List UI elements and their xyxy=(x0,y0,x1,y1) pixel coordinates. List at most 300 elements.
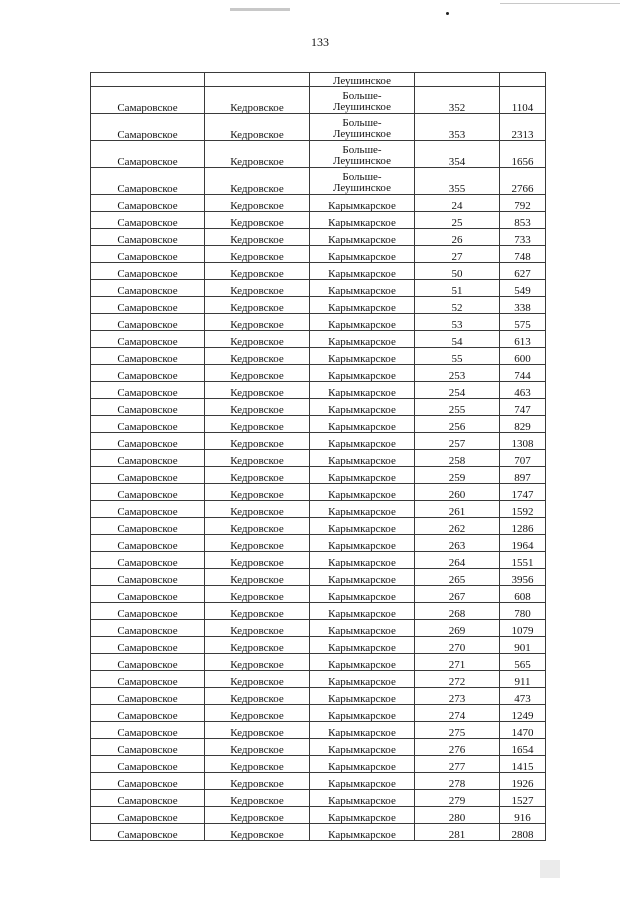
table-cell-c5: 1592 xyxy=(500,501,546,518)
scan-smudge-bottom-right xyxy=(540,860,560,878)
table-cell-c1: Самаровское xyxy=(91,114,205,141)
table-cell-c5: 1079 xyxy=(500,620,546,637)
table-cell-c4: 52 xyxy=(415,297,500,314)
table-cell-c4: 258 xyxy=(415,450,500,467)
table-cell-c2: Кедровское xyxy=(205,399,310,416)
table-cell-c2: Кедровское xyxy=(205,739,310,756)
table-cell-c2: Кедровское xyxy=(205,501,310,518)
table-cell-c5: 549 xyxy=(500,280,546,297)
table-cell-c2 xyxy=(205,73,310,87)
table-cell-line: Карымкарское xyxy=(328,744,396,756)
table-cell-c1: Самаровское xyxy=(91,399,205,416)
table-cell-c1: Самаровское xyxy=(91,348,205,365)
table-cell-c4: 262 xyxy=(415,518,500,535)
table-cell-c3 xyxy=(310,348,415,365)
table-cell-c1: Самаровское xyxy=(91,586,205,603)
table-cell-line: Леушинское xyxy=(333,128,391,140)
table-cell-c5: 575 xyxy=(500,314,546,331)
table-cell-c4: 274 xyxy=(415,705,500,722)
table-cell-c2: Кедровское xyxy=(205,620,310,637)
table-cell-c2: Кедровское xyxy=(205,416,310,433)
table-cell-c3 xyxy=(310,637,415,654)
table-cell-c4: 355 xyxy=(415,168,500,195)
table-cell-c2: Кедровское xyxy=(205,807,310,824)
table-cell-c3 xyxy=(310,739,415,756)
table-cell-line: Леушинское xyxy=(333,75,391,87)
table-cell-c3 xyxy=(310,484,415,501)
table-cell-c2: Кедровское xyxy=(205,141,310,168)
table-cell-c2: Кедровское xyxy=(205,87,310,114)
table-cell-c5: 748 xyxy=(500,246,546,263)
table-cell-c4: 259 xyxy=(415,467,500,484)
table-cell-c3 xyxy=(310,433,415,450)
table-cell-c4: 279 xyxy=(415,790,500,807)
table-cell-c3 xyxy=(310,331,415,348)
table-cell-c1: Самаровское xyxy=(91,654,205,671)
table-cell-c1: Самаровское xyxy=(91,756,205,773)
table-row xyxy=(91,603,546,620)
table-cell-c4: 264 xyxy=(415,552,500,569)
table-cell-line: Карымкарское xyxy=(328,829,396,841)
table-cell-c3 xyxy=(310,416,415,433)
table-cell-c5 xyxy=(500,73,546,87)
table-cell-c5: 565 xyxy=(500,654,546,671)
table-cell-c2: Кедровское xyxy=(205,790,310,807)
table-cell-c3 xyxy=(310,722,415,739)
table-cell-c3 xyxy=(310,535,415,552)
table-row xyxy=(91,73,546,87)
page-number: 133 xyxy=(311,35,329,49)
table-cell-c3 xyxy=(310,195,415,212)
table-cell-c4: 354 xyxy=(415,141,500,168)
table-cell-c2: Кедровское xyxy=(205,114,310,141)
table-cell-line: Карымкарское xyxy=(328,336,396,348)
table-cell-c3 xyxy=(310,314,415,331)
table-cell-c3 xyxy=(310,114,415,141)
table-cell-c3 xyxy=(310,280,415,297)
table-cell-c5: 792 xyxy=(500,195,546,212)
table-cell-c4: 256 xyxy=(415,416,500,433)
table-cell-line: Карымкарское xyxy=(328,608,396,620)
table-cell-c1: Самаровское xyxy=(91,450,205,467)
table-cell-c3 xyxy=(310,654,415,671)
table-cell-c5: 707 xyxy=(500,450,546,467)
table-row xyxy=(91,450,546,467)
table-row xyxy=(91,399,546,416)
table-cell-c5: 1964 xyxy=(500,535,546,552)
table-cell-c2: Кедровское xyxy=(205,484,310,501)
table-cell-c4: 24 xyxy=(415,195,500,212)
table-cell-line: Карымкарское xyxy=(328,557,396,569)
table-cell-c3 xyxy=(310,73,415,87)
table-cell-c3 xyxy=(310,705,415,722)
table-cell-c3 xyxy=(310,365,415,382)
table-cell-c2: Кедровское xyxy=(205,637,310,654)
table-row xyxy=(91,790,546,807)
table-cell-c5: 897 xyxy=(500,467,546,484)
table-cell-c3 xyxy=(310,501,415,518)
table-row xyxy=(91,807,546,824)
table-cell-c3 xyxy=(310,263,415,280)
table-cell-c3 xyxy=(310,773,415,790)
table-row xyxy=(91,229,546,246)
table-cell-c3 xyxy=(310,688,415,705)
table-cell-c4: 263 xyxy=(415,535,500,552)
table-cell-c1: Самаровское xyxy=(91,603,205,620)
table-cell-c2: Кедровское xyxy=(205,586,310,603)
table-cell-c5: 901 xyxy=(500,637,546,654)
table-cell-c2: Кедровское xyxy=(205,263,310,280)
table-cell-c1: Самаровское xyxy=(91,365,205,382)
table-cell-line: Карымкарское xyxy=(328,234,396,246)
table-cell-c1: Самаровское xyxy=(91,620,205,637)
table-row xyxy=(91,739,546,756)
table-cell-c1: Самаровское xyxy=(91,416,205,433)
table-row xyxy=(91,246,546,263)
table-cell-c4: 261 xyxy=(415,501,500,518)
table-cell-line: Больше- xyxy=(342,117,382,129)
table-row xyxy=(91,501,546,518)
table-cell-line: Карымкарское xyxy=(328,625,396,637)
table-cell-c3 xyxy=(310,141,415,168)
table-cell-c5: 2766 xyxy=(500,168,546,195)
table-cell-c3 xyxy=(310,382,415,399)
scan-smudge-top xyxy=(230,8,290,11)
table-row xyxy=(91,552,546,569)
table-cell-c5: 1104 xyxy=(500,87,546,114)
table-row xyxy=(91,195,546,212)
table-cell-c5: 1527 xyxy=(500,790,546,807)
table-cell-c5: 911 xyxy=(500,671,546,688)
table-cell-c2: Кедровское xyxy=(205,365,310,382)
table-cell-c4: 280 xyxy=(415,807,500,824)
table-row xyxy=(91,569,546,586)
table-cell-c5: 1470 xyxy=(500,722,546,739)
table-cell-c2: Кедровское xyxy=(205,168,310,195)
table-cell-c1: Самаровское xyxy=(91,297,205,314)
scan-dot-mark xyxy=(446,12,449,15)
table-cell-line: Карымкарское xyxy=(328,455,396,467)
table-cell-c5: 829 xyxy=(500,416,546,433)
table-cell-c1: Самаровское xyxy=(91,246,205,263)
table-cell-c4: 51 xyxy=(415,280,500,297)
table-cell-c4: 267 xyxy=(415,586,500,603)
table-cell-line: Карымкарское xyxy=(328,353,396,365)
table-cell-c3 xyxy=(310,246,415,263)
table-cell-c2: Кедровское xyxy=(205,297,310,314)
table-cell-c5: 1926 xyxy=(500,773,546,790)
table-cell-c4: 257 xyxy=(415,433,500,450)
table-cell-c1: Самаровское xyxy=(91,168,205,195)
table-cell-c3 xyxy=(310,212,415,229)
table-row xyxy=(91,756,546,773)
table-cell-c1: Самаровское xyxy=(91,705,205,722)
table-cell-line: Карымкарское xyxy=(328,319,396,331)
table-cell-c2: Кедровское xyxy=(205,688,310,705)
table-cell-c4: 281 xyxy=(415,824,500,841)
table-cell-line: Карымкарское xyxy=(328,370,396,382)
table-cell-line: Карымкарское xyxy=(328,489,396,501)
table-cell-c3 xyxy=(310,569,415,586)
table-cell-c5: 733 xyxy=(500,229,546,246)
table-cell-c3 xyxy=(310,807,415,824)
table-cell-c1: Самаровское xyxy=(91,807,205,824)
table-body xyxy=(91,73,546,841)
table-cell-c4: 26 xyxy=(415,229,500,246)
table-cell-c5: 1654 xyxy=(500,739,546,756)
table-cell-c5: 1415 xyxy=(500,756,546,773)
table-cell-c5: 1286 xyxy=(500,518,546,535)
table-cell-c1: Самаровское xyxy=(91,790,205,807)
table-cell-c2: Кедровское xyxy=(205,756,310,773)
table-cell-c2: Кедровское xyxy=(205,433,310,450)
table-row xyxy=(91,484,546,501)
table-row xyxy=(91,773,546,790)
table-row xyxy=(91,433,546,450)
table-cell-c2: Кедровское xyxy=(205,450,310,467)
table-cell-c2: Кедровское xyxy=(205,212,310,229)
table-cell-line: Леушинское xyxy=(333,101,391,113)
table-cell-c5: 916 xyxy=(500,807,546,824)
table-row xyxy=(91,314,546,331)
table-cell-c1: Самаровское xyxy=(91,229,205,246)
table-cell-line: Карымкарское xyxy=(328,438,396,450)
table-cell-c4: 277 xyxy=(415,756,500,773)
table-cell-line: Карымкарское xyxy=(328,659,396,671)
table-cell-line: Карымкарское xyxy=(328,472,396,484)
table-cell-c3 xyxy=(310,467,415,484)
table-cell-c2: Кедровское xyxy=(205,824,310,841)
table-cell-line: Карымкарское xyxy=(328,387,396,399)
table-cell-line: Карымкарское xyxy=(328,761,396,773)
table-row xyxy=(91,87,546,114)
table-cell-c1: Самаровское xyxy=(91,382,205,399)
table-cell-c5: 2313 xyxy=(500,114,546,141)
table-cell-line: Карымкарское xyxy=(328,506,396,518)
table-row xyxy=(91,168,546,195)
table-row xyxy=(91,688,546,705)
table-cell-line: Карымкарское xyxy=(328,574,396,586)
table-cell-c2: Кедровское xyxy=(205,348,310,365)
table-cell-c1: Самаровское xyxy=(91,535,205,552)
table-cell-c3 xyxy=(310,168,415,195)
table-cell-c5: 1747 xyxy=(500,484,546,501)
table-cell-c1: Самаровское xyxy=(91,484,205,501)
table-row xyxy=(91,518,546,535)
table-cell-c1: Самаровское xyxy=(91,671,205,688)
table-cell-c4: 271 xyxy=(415,654,500,671)
table-cell-c5: 600 xyxy=(500,348,546,365)
table-cell-line: Карымкарское xyxy=(328,268,396,280)
table-cell-c1: Самаровское xyxy=(91,824,205,841)
table-cell-c4: 272 xyxy=(415,671,500,688)
table-cell-c2: Кедровское xyxy=(205,314,310,331)
table-cell-c4: 353 xyxy=(415,114,500,141)
table-row xyxy=(91,114,546,141)
table-cell-line: Карымкарское xyxy=(328,421,396,433)
table-cell-c1: Самаровское xyxy=(91,501,205,518)
table-cell-c4: 54 xyxy=(415,331,500,348)
table-cell-c2: Кедровское xyxy=(205,773,310,790)
table-row xyxy=(91,654,546,671)
table-cell-line: Карымкарское xyxy=(328,251,396,263)
table-cell-c5: 780 xyxy=(500,603,546,620)
table-cell-c5: 1308 xyxy=(500,433,546,450)
table-cell-line: Карымкарское xyxy=(328,540,396,552)
table-row xyxy=(91,297,546,314)
table-cell-c1: Самаровское xyxy=(91,331,205,348)
table-cell-c2: Кедровское xyxy=(205,467,310,484)
table-cell-c1: Самаровское xyxy=(91,569,205,586)
table-cell-c1: Самаровское xyxy=(91,518,205,535)
table-cell-c3 xyxy=(310,586,415,603)
table-cell-line: Карымкарское xyxy=(328,217,396,229)
table-cell-line: Леушинское xyxy=(333,155,391,167)
table-row xyxy=(91,586,546,603)
table-cell-c4: 50 xyxy=(415,263,500,280)
table-cell-c4: 260 xyxy=(415,484,500,501)
table-cell-c1: Самаровское xyxy=(91,141,205,168)
table-cell-c1: Самаровское xyxy=(91,552,205,569)
table-row xyxy=(91,365,546,382)
table-cell-line: Карымкарское xyxy=(328,404,396,416)
table-cell-line: Карымкарское xyxy=(328,523,396,535)
table-cell-c5: 747 xyxy=(500,399,546,416)
table-cell-c5: 744 xyxy=(500,365,546,382)
table-cell-c2: Кедровское xyxy=(205,280,310,297)
table-row xyxy=(91,467,546,484)
table-cell-c2: Кедровское xyxy=(205,246,310,263)
table-cell-c5: 3956 xyxy=(500,569,546,586)
table-cell-c4: 269 xyxy=(415,620,500,637)
table-cell-c1: Самаровское xyxy=(91,433,205,450)
table-row xyxy=(91,263,546,280)
table-cell-line: Карымкарское xyxy=(328,200,396,212)
table-row xyxy=(91,705,546,722)
table-cell-c1: Самаровское xyxy=(91,739,205,756)
table-cell-c2: Кедровское xyxy=(205,671,310,688)
table-cell-c5: 1249 xyxy=(500,705,546,722)
table-cell-c5: 1551 xyxy=(500,552,546,569)
table-cell-c3 xyxy=(310,518,415,535)
table-cell-c4: 268 xyxy=(415,603,500,620)
table-row xyxy=(91,637,546,654)
table-cell-c3 xyxy=(310,399,415,416)
table-row xyxy=(91,722,546,739)
table-row xyxy=(91,382,546,399)
table-cell-c2: Кедровское xyxy=(205,654,310,671)
table-cell-c3 xyxy=(310,756,415,773)
table-cell-c4: 253 xyxy=(415,365,500,382)
table-cell-c4: 276 xyxy=(415,739,500,756)
table-cell-line: Карымкарское xyxy=(328,285,396,297)
table-cell-c1: Самаровское xyxy=(91,87,205,114)
table-cell-c5: 853 xyxy=(500,212,546,229)
table-cell-c3 xyxy=(310,450,415,467)
table-cell-c1: Самаровское xyxy=(91,773,205,790)
table-cell-c5: 608 xyxy=(500,586,546,603)
table-cell-c5: 1656 xyxy=(500,141,546,168)
table-cell-c5: 627 xyxy=(500,263,546,280)
table-row xyxy=(91,331,546,348)
table-row xyxy=(91,671,546,688)
table-cell-c2: Кедровское xyxy=(205,331,310,348)
table-cell-c5: 338 xyxy=(500,297,546,314)
table-row xyxy=(91,620,546,637)
table-cell-c4: 278 xyxy=(415,773,500,790)
table-cell-c4: 273 xyxy=(415,688,500,705)
table-cell-line: Карымкарское xyxy=(328,642,396,654)
table-cell-c1: Самаровское xyxy=(91,195,205,212)
table-cell-line: Карымкарское xyxy=(328,778,396,790)
table-cell-c5: 463 xyxy=(500,382,546,399)
table-cell-c1: Самаровское xyxy=(91,212,205,229)
table-cell-c2: Кедровское xyxy=(205,603,310,620)
table-cell-c3 xyxy=(310,603,415,620)
table-cell-c5: 2808 xyxy=(500,824,546,841)
table-row xyxy=(91,535,546,552)
table-cell-c5: 473 xyxy=(500,688,546,705)
table-cell-c4: 55 xyxy=(415,348,500,365)
table-cell-c4: 265 xyxy=(415,569,500,586)
table-cell-c3 xyxy=(310,671,415,688)
table-cell-c5: 613 xyxy=(500,331,546,348)
table-cell-c2: Кедровское xyxy=(205,535,310,552)
table-cell-c4: 255 xyxy=(415,399,500,416)
table-row xyxy=(91,141,546,168)
table-row xyxy=(91,280,546,297)
table-cell-c1 xyxy=(91,73,205,87)
table-cell-line: Больше- xyxy=(342,144,382,156)
table-cell-c1: Самаровское xyxy=(91,280,205,297)
table-cell-c2: Кедровское xyxy=(205,552,310,569)
table-cell-line: Карымкарское xyxy=(328,302,396,314)
table-row xyxy=(91,212,546,229)
table-cell-c4: 270 xyxy=(415,637,500,654)
table-cell-c1: Самаровское xyxy=(91,314,205,331)
table-cell-c2: Кедровское xyxy=(205,705,310,722)
data-table xyxy=(90,72,546,841)
table-cell-c2: Кедровское xyxy=(205,229,310,246)
table-cell-c3 xyxy=(310,229,415,246)
table-cell-c3 xyxy=(310,552,415,569)
table-cell-c3 xyxy=(310,790,415,807)
table-cell-c1: Самаровское xyxy=(91,467,205,484)
table-cell-c2: Кедровское xyxy=(205,722,310,739)
table-cell-c4: 25 xyxy=(415,212,500,229)
table-cell-c3 xyxy=(310,824,415,841)
table-cell-c3 xyxy=(310,297,415,314)
table-cell-line: Карымкарское xyxy=(328,591,396,603)
table-cell-c1: Самаровское xyxy=(91,263,205,280)
table-cell-c4: 275 xyxy=(415,722,500,739)
table-row xyxy=(91,824,546,841)
table-cell-c3 xyxy=(310,620,415,637)
table-cell-c2: Кедровское xyxy=(205,569,310,586)
table-cell-line: Карымкарское xyxy=(328,676,396,688)
table-cell-c4: 27 xyxy=(415,246,500,263)
table-cell-line: Карымкарское xyxy=(328,693,396,705)
table-cell-c3 xyxy=(310,87,415,114)
table-row xyxy=(91,348,546,365)
table-cell-c2: Кедровское xyxy=(205,518,310,535)
table-cell-c1: Самаровское xyxy=(91,637,205,654)
table-cell-c4: 53 xyxy=(415,314,500,331)
table-cell-line: Карымкарское xyxy=(328,727,396,739)
table-cell-line: Больше- xyxy=(342,171,382,183)
table-cell-line: Леушинское xyxy=(333,182,391,194)
table-cell-line: Карымкарское xyxy=(328,795,396,807)
